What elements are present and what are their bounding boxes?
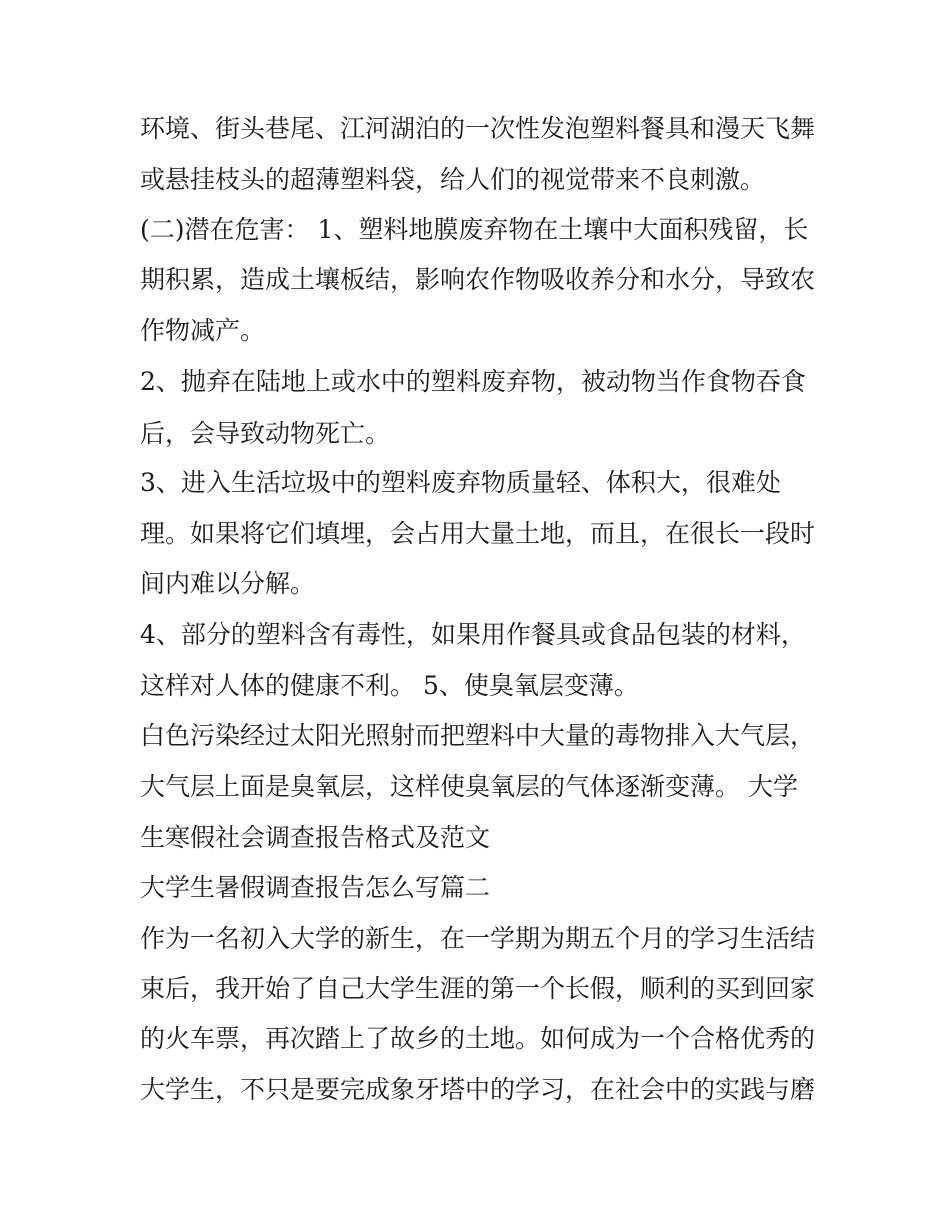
text-line: 后，会导致动物死亡。 [140, 419, 391, 448]
text-line: 大学生暑假调查报告怎么写篇二 [140, 873, 491, 902]
text-line: 这样对人体的健康不利。 5、使臭氧层变薄。 [140, 671, 639, 700]
text-line: 白色污染经过太阳光照射而把塑料中大量的毒物排入大气层， [140, 721, 816, 750]
text-line: 或悬挂枝头的超薄塑料袋，给人们的视觉带来不良刺激。 [140, 165, 766, 194]
text-line: 束后，我开始了自己大学生涯的第一个长假，顺利的买到回家 [140, 974, 816, 1003]
text-line: 期积累，造成土壤板结，影响农作物吸收养分和水分，导致农 [140, 265, 816, 294]
text-line: 大学生，不只是要完成象牙塔中的学习，在社会中的实践与磨 [140, 1075, 816, 1104]
text-line: 间内难以分解。 [140, 569, 316, 598]
text-line: 3、进入生活垃圾中的塑料废弃物质量轻、体积大，很难处 [140, 468, 781, 497]
text-line: 环境、街头巷尾、江河湖泊的一次性发泡塑料餐具和漫天飞舞 [140, 114, 816, 143]
text-line: 2、抛弃在陆地上或水中的塑料废弃物，被动物当作食物吞食 [140, 367, 806, 396]
text-line: 作为一名初入大学的新生，在一学期为期五个月的学习生活结 [140, 924, 816, 953]
text-line: 大气层上面是臭氧层，这样使臭氧层的气体逐渐变薄。 大学 [140, 772, 798, 801]
text-line: 的火车票，再次踏上了故乡的土地。如何成为一个合格优秀的 [140, 1024, 816, 1053]
text-line: (二)潜在危害： 1、塑料地膜废弃物在土壤中大面积残留，长 [140, 215, 809, 244]
text-line: 作物减产。 [140, 316, 266, 345]
text-line: 理。如果将它们填埋，会占用大量土地，而且，在很长一段时 [140, 519, 816, 548]
text-line: 生寒假社会调查报告格式及范文 [140, 823, 491, 852]
text-line: 4、部分的塑料含有毒性，如果用作餐具或食品包装的材料， [140, 620, 806, 649]
